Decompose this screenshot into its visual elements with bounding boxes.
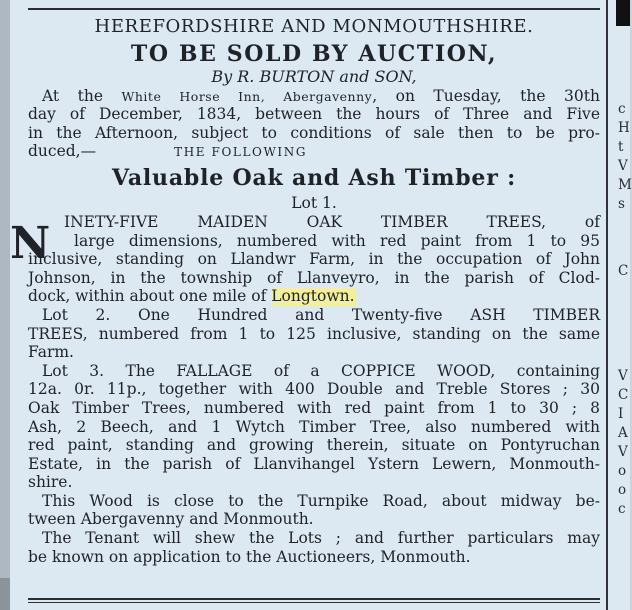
bottom-rule [28, 598, 600, 600]
intro-line-2: day of December, 1834, between the hours of Three and Five [28, 105, 600, 124]
lot-1-heading: Lot 1. [291, 193, 337, 212]
tenant-note-line: The Tenant will shew the Lots ; and further particulars may [42, 529, 600, 548]
lot-1-line: INETY-FIVE MAIDEN OAK TIMBER TREES, of [64, 212, 600, 231]
lot-2-line: Lot 2. One Hundred and Twenty-five ASH TIMBER [42, 305, 600, 324]
scan-edge [0, 0, 10, 610]
advertisement [28, 14, 600, 566]
wood-note-line: tween Abergavenny and Monmouth. [28, 510, 314, 529]
lot-1-line: inclusive, standing on Llandwr Farm, in the occupation of John [28, 250, 600, 269]
counties-heading: HEREFORDSHIRE AND MONMOUTHSHIRE. [94, 16, 534, 37]
drop-cap: N [10, 218, 51, 269]
lot-3-line: shire. [28, 473, 73, 492]
intro-line-3: in the Afternoon, subject to conditions of sale then to be pro- [28, 123, 600, 142]
lot-1-line: large dimensions, numbered with red paint from 1 to 95 [74, 231, 600, 250]
lot-3-line: 12a. 0r. 11p., together with 400 Double and Treble Stores ; 30 [28, 380, 600, 399]
lot-3-line: Ash, 2 Beech, and 1 Wytch Timber Tree, also numbered with [28, 417, 600, 436]
ad-title: Valuable Oak and Ash Timber : [112, 164, 516, 191]
wood-note-line: This Wood is close to the Turnpike Road, about midway be- [42, 491, 600, 510]
highlighted-longtown: Longtown. [271, 287, 355, 306]
dark-corner [616, 0, 630, 26]
top-rule [28, 8, 600, 10]
lot-1-last-line: dock, within about one mile of Longtown. [28, 287, 355, 306]
intro-line-4: duced,— THE FOLLOWING [28, 142, 308, 161]
adjacent-column [606, 0, 630, 610]
adjacent-column-letters: c H t V M s C V C I A V o o c [618, 101, 632, 517]
auction-heading: TO BE SOLD BY AUCTION, [130, 41, 498, 67]
lot-3-line: Estate, in the parish of Llanvihangel Ystern Lewern, Monmouth- [28, 454, 600, 473]
lot-3-line: red paint, standing and growing therein, situate on Pontyruchan [28, 436, 600, 455]
lot-3-line: Oak Timber Trees, numbered with red paint from 1 to 30 ; 8 [28, 398, 600, 417]
lot-2-line: Farm. [28, 343, 74, 362]
venue: White Horse Inn, Abergavenny [121, 88, 373, 104]
lot-2-line: TREES, numbered from 1 to 125 inclusive, standing on the same [28, 324, 600, 343]
lot-1-line: Johnson, in the township of Llanveyro, in the parish of Clod- [28, 268, 600, 287]
intro-line-1: At the White Horse Inn, Abergavenny, on Tuesday, the 30th [42, 86, 600, 105]
bottom-rule-thin [28, 602, 600, 603]
the-following: THE FOLLOWING [174, 145, 308, 160]
newspaper-column [10, 0, 606, 610]
tenant-note-line: be known on application to the Auctioneers, Monmouth. [28, 547, 471, 566]
auctioneer-line: By R. BURTON and SON, [211, 67, 417, 86]
lot-3-line: Lot 3. The FALLAGE of a COPPICE WOOD, containing [42, 361, 600, 380]
